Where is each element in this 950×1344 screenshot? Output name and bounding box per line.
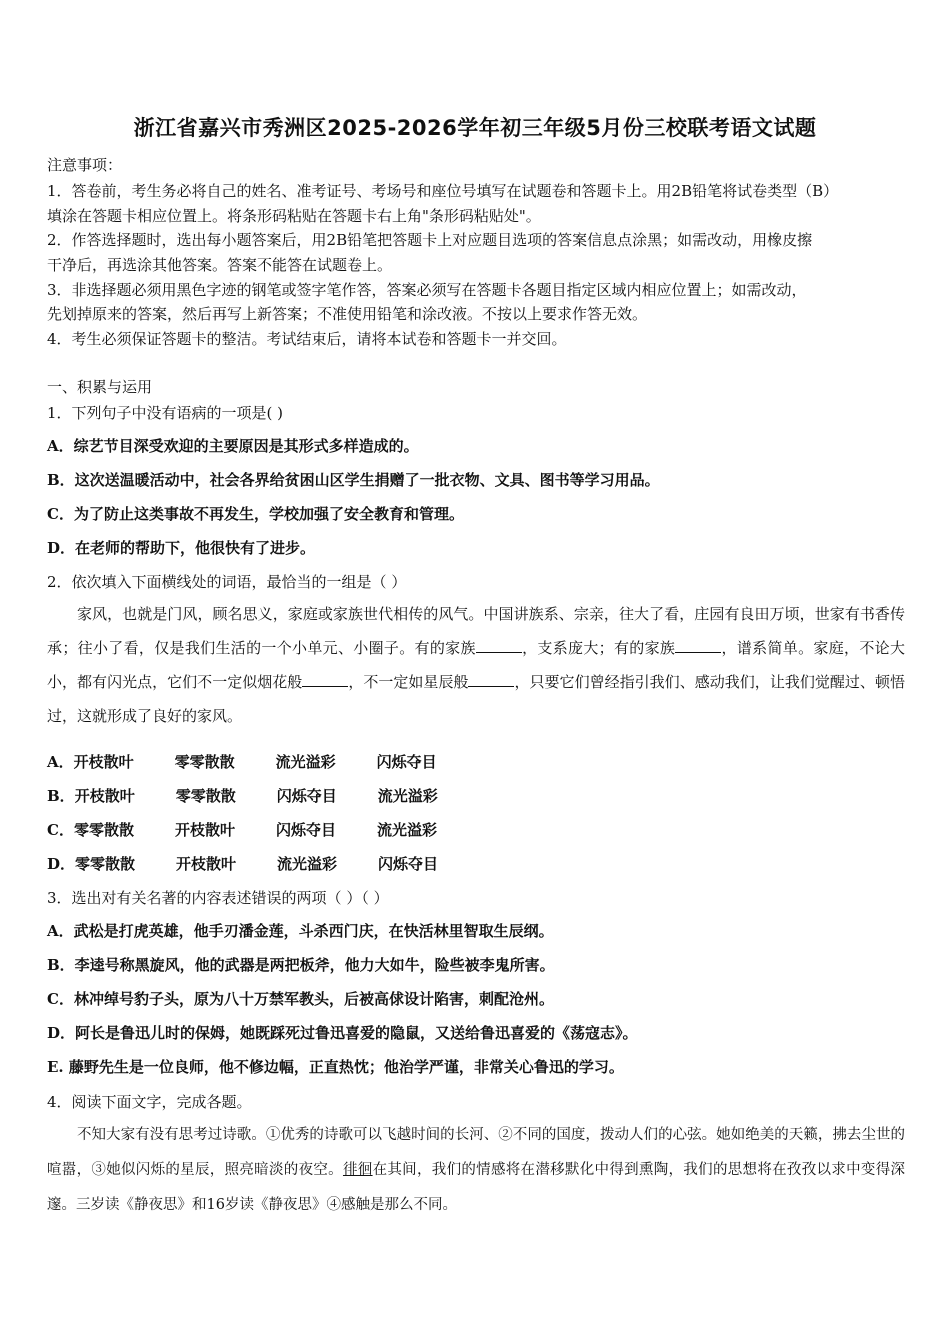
section-heading: 一、积累与运用 xyxy=(47,378,153,396)
q3-option-a: A．武松是打虎英雄，他手刃潘金莲，斗杀西门庆，在快活林里智取生辰纲。 xyxy=(47,922,554,940)
question-2-stem: 2．依次填入下面横线处的词语，最恰当的一组是（ ） xyxy=(47,573,407,591)
option-word: 闪烁夺目 xyxy=(378,855,439,873)
q1-option-a: A．综艺节目深受欢迎的主要原因是其形式多样造成的。 xyxy=(47,437,419,455)
option-word: 闪烁夺目 xyxy=(275,821,336,839)
q2-option-a xyxy=(47,751,437,772)
option-word: 零零散散 xyxy=(174,753,235,771)
answer-blank xyxy=(468,674,514,687)
page-title: 浙江省嘉兴市秀洲区2025-2026学年初三年级5月份三校联考语文试题 xyxy=(133,116,817,140)
option-word: 流光溢彩 xyxy=(275,753,336,771)
option-word: 开枝散叶 xyxy=(74,787,135,805)
notice-line: 4．考生必须保证答题卡的整洁。考试结束后，请将本试卷和答题卡一并交回。 xyxy=(47,330,567,348)
option-word: 开枝散叶 xyxy=(176,855,237,873)
option-word: 闪烁夺目 xyxy=(376,753,437,771)
q2-passage-line: ，支系庞大；有的家族 xyxy=(521,639,676,657)
q1-option-b: B．这次送温暖活动中，社会各界给贫困山区学生捐赠了一批衣物、文具、图书等学习用品。 xyxy=(47,471,660,489)
notice-line: 2．作答选择题时，选出每小题答案后，用2B铅笔把答题卡上对应题目选项的答案信息点涂黑；如需改动，用橡皮擦 xyxy=(47,231,813,249)
underlined-word: 徘徊 xyxy=(342,1162,373,1178)
option-label: D． xyxy=(47,855,76,873)
option-word: 闪烁夺目 xyxy=(276,787,337,805)
option-word: 开枝散叶 xyxy=(73,753,134,771)
q4-passage-line: 们的思想将在孜孜以求中变得深邃。三岁读《静夜思》和16岁读《静夜思》④感触是那么不同。 xyxy=(47,1162,906,1213)
q2-passage-line: 感动我们，让我们觉醒过、顿悟过，这就形成了良好的家风。 xyxy=(47,673,905,725)
q2-passage-line: 家风，也就是门风，顾名思义，家庭或家族世代相传的风气。中国讲族系、宗亲，往大了看，庄园有良田万顷，世 xyxy=(77,605,830,623)
notice-line: 先划掉原来的答案，然后再写上新答案；不准使用铅笔和涂改液。不按以上要求作答无效。 xyxy=(47,305,648,323)
q3-option-e: E. 藤野先生是一位良师，他不修边幅，正直热忱；他治学严谨，非常关心鲁迅的学习。 xyxy=(47,1058,624,1076)
option-label: A． xyxy=(47,753,74,771)
notice-heading: 注意事项： xyxy=(47,156,123,174)
q4-passage-line: 在其间，我们的情感将在潜移默化中得到熏陶，我 xyxy=(372,1162,699,1178)
q2-option-c xyxy=(47,819,437,840)
option-word: 零零散散 xyxy=(175,787,236,805)
q3-option-b: B．李逵号称黑旋风，他的武器是两把板斧，他力大如牛，险些被李鬼所害。 xyxy=(47,956,555,974)
q2-passage-line: ，谱系 xyxy=(721,639,768,657)
option-word: 流光溢彩 xyxy=(376,821,437,839)
option-word: 开枝散叶 xyxy=(174,821,235,839)
q1-option-c: C．为了防止这类事故不再发生，学校加强了安全教育和管理。 xyxy=(47,505,464,523)
option-word: 流光溢彩 xyxy=(377,787,438,805)
notice-line: 填涂在答题卡相应位置上。将条形码粘贴在答题卡右上角"条形码粘贴处"。 xyxy=(47,207,541,225)
q4-passage-line: 籁，拂去尘世的喧嚣，③她似闪烁的星辰，照亮暗淡的夜空。 xyxy=(47,1127,906,1178)
answer-blank xyxy=(675,640,721,653)
q4-passage-line: 不知大家有没有思考过诗歌。①优秀的诗歌可以飞越时间的长河、②不同的国度，拨动人们的心弦。她如绝美的天 xyxy=(77,1127,804,1143)
q2-passage-line: 简单。家庭，不论大小，都有闪光点，它们不一定似烟花般 xyxy=(47,639,905,691)
q2-option-b xyxy=(47,785,438,806)
q4-passage xyxy=(47,1118,905,1223)
option-word: 零零散散 xyxy=(73,821,134,839)
option-label: B． xyxy=(47,787,75,805)
notice-line: 1．答卷前，考生务必将自己的姓名、准考证号、考场号和座位号填写在试题卷和答题卡上。用2B铅笔将试卷类型（B） xyxy=(47,182,839,200)
q3-option-d: D．阿长是鲁迅儿时的保姆，她既踩死过鲁迅喜爱的隐鼠，又送给鲁迅喜爱的《荡寇志》。 xyxy=(47,1024,638,1042)
q2-passage xyxy=(47,597,905,733)
question-3-stem: 3．选出对有关名著的内容表述错误的两项（ ）（ ） xyxy=(47,889,389,907)
notice-line: 干净后，再选涂其他答案。答案不能答在试题卷上。 xyxy=(47,256,393,274)
q3-option-c: C．林冲绰号豹子头，原为八十万禁军教头，后被高俅设计陷害，刺配沧州。 xyxy=(47,990,554,1008)
notice-line: 3．非选择题必须用黑色字迹的钢笔或签字笔作答，答案必须写在答题卡各题目指定区域内相应位置上；如需改动， xyxy=(47,281,807,299)
q1-option-d: D．在老师的帮助下，他很快有了进步。 xyxy=(47,539,316,557)
question-1-stem: 1．下列句子中没有语病的一项是( ) xyxy=(47,404,284,422)
answer-blank xyxy=(476,640,522,653)
q2-passage-line: ，只要它们曾经指引我们、 xyxy=(514,673,695,691)
answer-blank xyxy=(302,674,348,687)
q2-passage-line: 家有书香传承；往小了看，仅是我们生活的一个小单元、小圈子。有的家族 xyxy=(47,605,905,657)
option-label: C． xyxy=(47,821,74,839)
q2-passage-line: ，不一定如星辰般 xyxy=(348,673,469,691)
q2-option-d xyxy=(47,853,438,874)
question-4-stem: 4．阅读下面文字，完成各题。 xyxy=(47,1093,252,1111)
option-word: 零零散散 xyxy=(75,855,136,873)
option-word: 流光溢彩 xyxy=(277,855,338,873)
